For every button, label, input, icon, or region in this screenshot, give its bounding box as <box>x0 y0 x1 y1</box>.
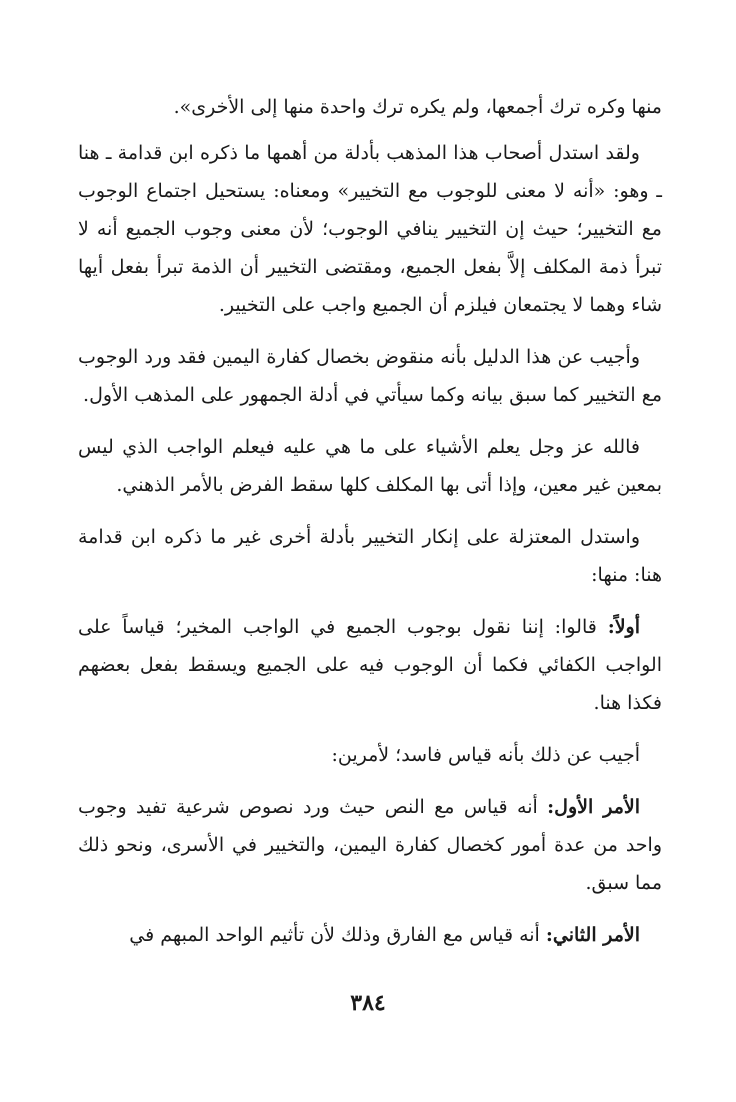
paragraph-8-text: أنه قياس مع النص حيث ورد نصوص شرعية تفيد وجوب واحد من عدة أمور كخصال كفارة اليمين، والتخيير في الأسرى، ونحو ذلك مما سبق. <box>78 796 662 894</box>
paragraph-6-text: قالوا: إننا نقول بوجوب الجميع في الواجب المخير؛ قياساً على الواجب الكفائي فكما أن الوجوب فيه على الجميع ويسقط بفعل بعضهم فكذا هنا. <box>78 616 662 714</box>
page-number: ٣٨٤ <box>350 990 386 1016</box>
paragraph-2-text: ولقد استدل أصحاب هذا المذهب بأدلة من أهمها ما ذكره ابن قدامة ـ هنا ـ وهو: «أنه لا معنى للوجوب مع التخيير» ومعناه: يستحيل اجتماع الوجوب مع التخيير؛ حيث إن التخيير ينافي الوجوب؛ لأن معنى وجوب الجميع أنه لا تبرأ ذمة المكلف إلاَّ بفعل الجميع، ومقتضى التخيير أن الذمة تبرأ بفعل أيها شاء وهما لا يجتمعان فيلزم أن الجميع واجب على التخيير. <box>78 142 662 316</box>
paragraph-5-text: واستدل المعتزلة على إنكار التخيير بأدلة أخرى غير ما ذكره ابن قدامة هنا: منها: <box>78 526 662 586</box>
paragraph-8-lead: الأمر الأول: <box>547 796 640 818</box>
paragraph-4 <box>78 428 662 504</box>
paragraph-2 <box>78 134 662 324</box>
paragraph-4-text: فالله عز وجل يعلم الأشياء على ما هي عليه فيعلم الواجب الذي ليس بمعين غير معين، وإذا أتى بها المكلف كلها سقط الفرض بالأمر الذهني. <box>78 436 662 496</box>
body-text <box>78 88 662 968</box>
paragraph-7 <box>78 736 662 774</box>
paragraph-6 <box>78 608 662 722</box>
paragraph-7-text: أجيب عن ذلك بأنه قياس فاسد؛ لأمرين: <box>331 744 640 766</box>
paragraph-8 <box>78 788 662 902</box>
paragraph-6-lead: أولاً: <box>607 616 640 638</box>
paragraph-9-text: أنه قياس مع الفارق وذلك لأن تأثيم الواحد المبهم في <box>129 924 546 946</box>
paragraph-9 <box>78 916 662 954</box>
paragraph-1-text: منها وكره ترك أجمعها، ولم يكره ترك واحدة منها إلى الأخرى». <box>173 96 662 118</box>
paragraph-5 <box>78 518 662 594</box>
paragraph-3-text: وأجيب عن هذا الدليل بأنه منقوض بخصال كفارة اليمين فقد ورد الوجوب مع التخيير كما سبق بيانه وكما سيأتي في أدلة الجمهور على المذهب الأول. <box>78 346 662 406</box>
paragraph-3 <box>78 338 662 414</box>
paragraph-1 <box>78 88 662 126</box>
paragraph-9-lead: الأمر الثاني: <box>545 924 640 946</box>
